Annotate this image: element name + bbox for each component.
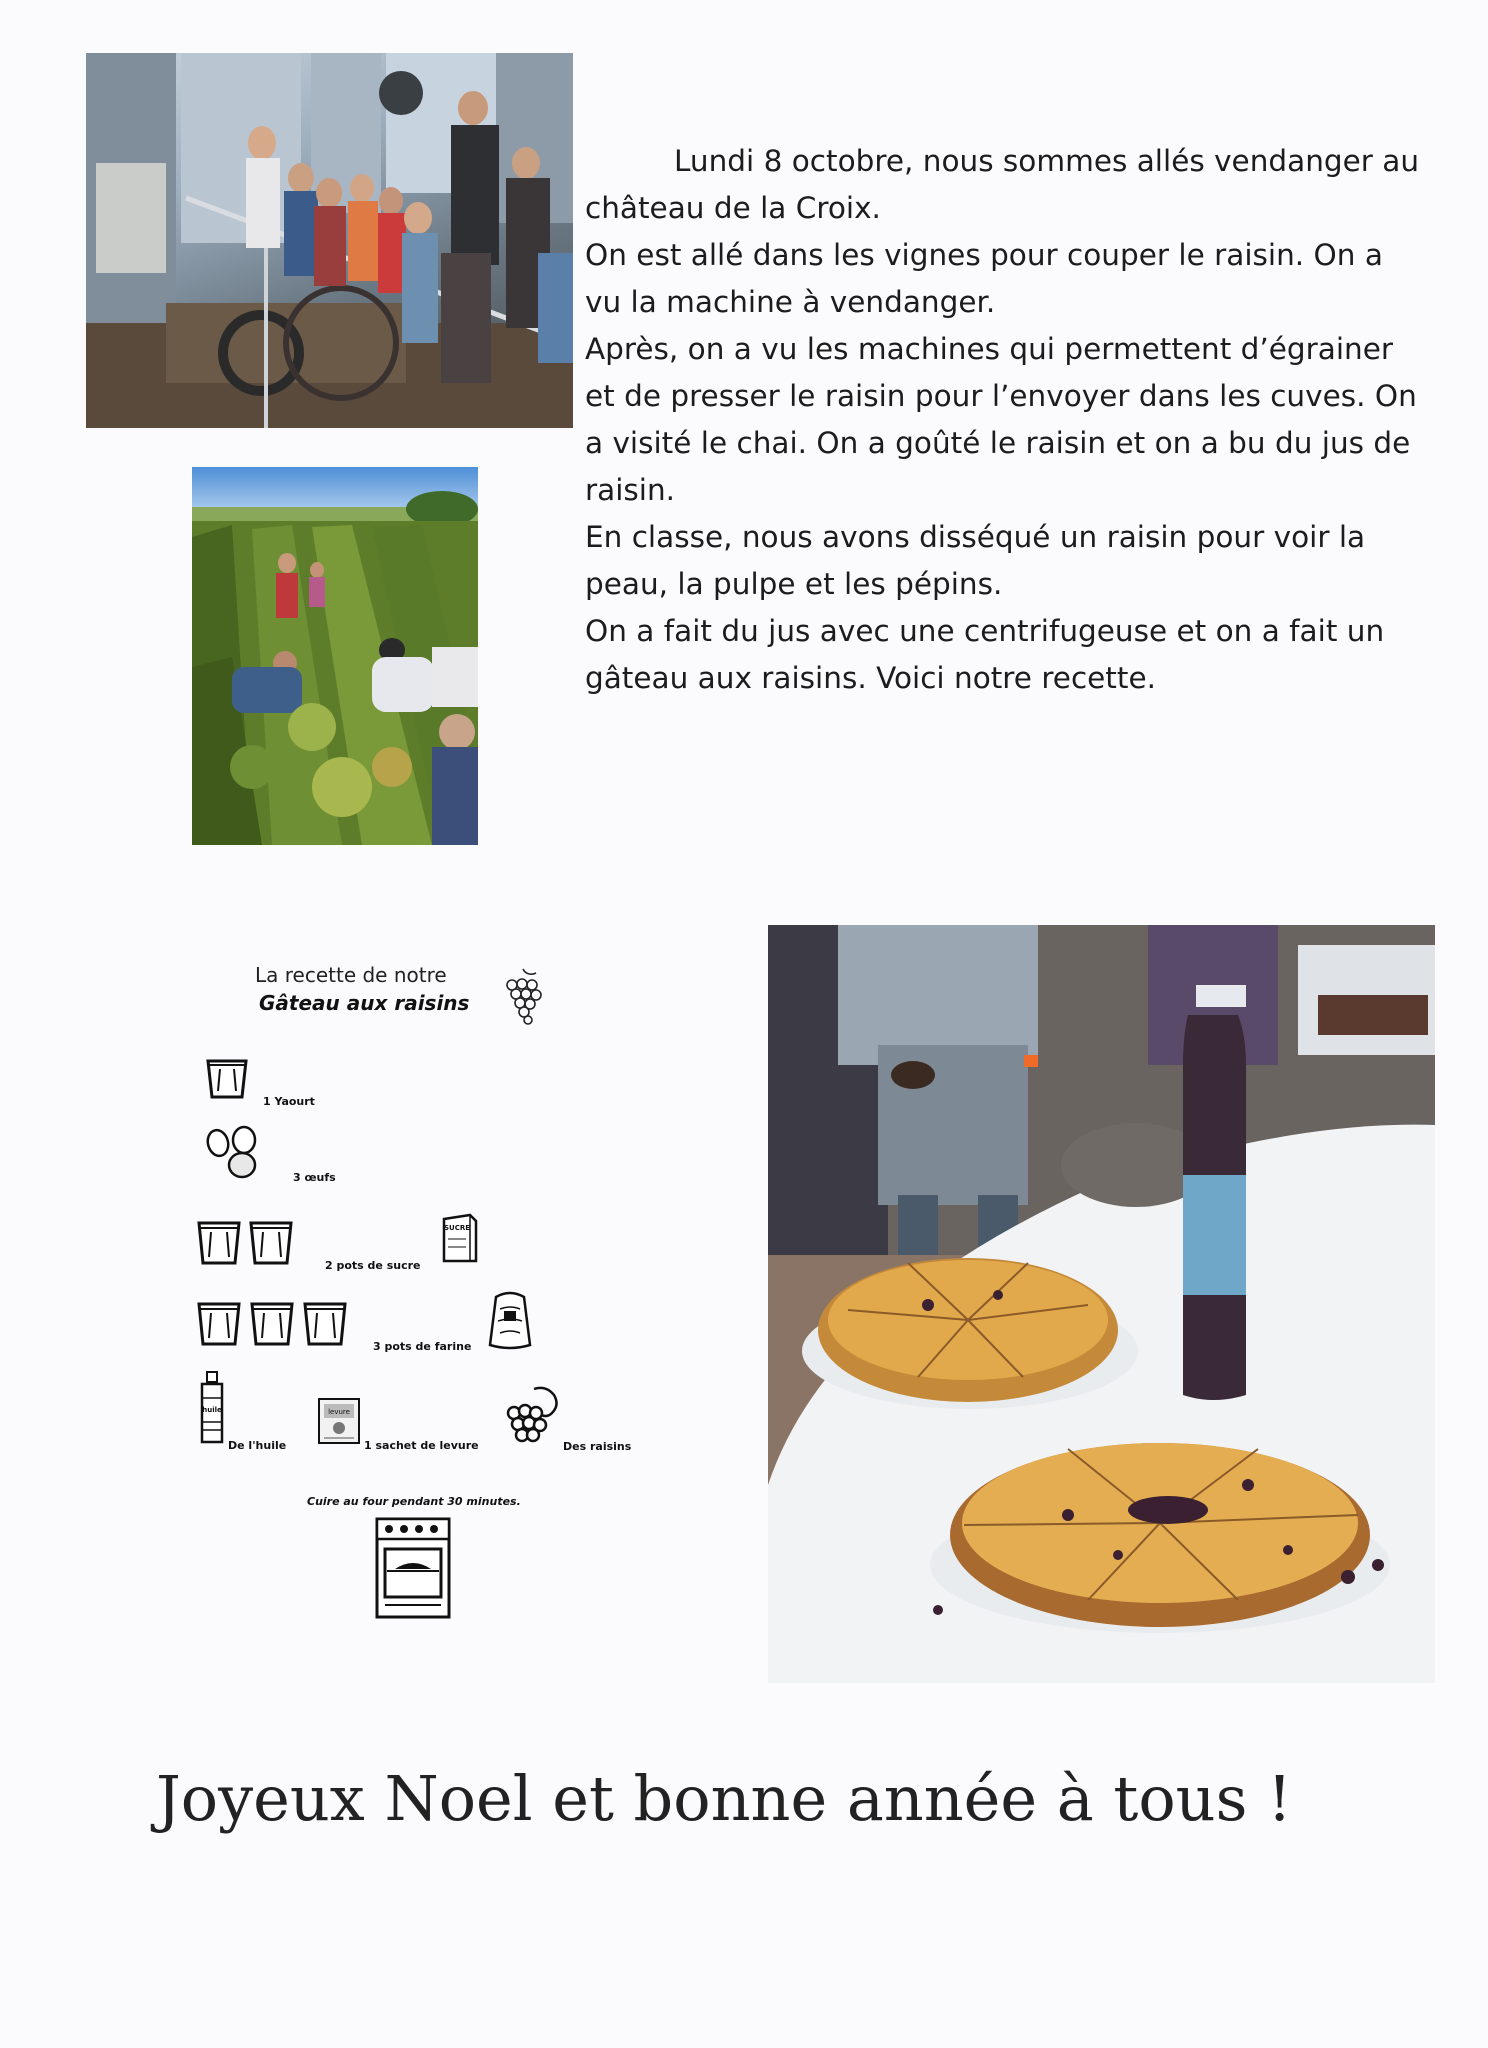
story-line: Lundi 8 octobre, nous sommes allés vendanger au — [674, 144, 1420, 178]
story-text — [585, 138, 1465, 702]
story-line: raisin. — [585, 473, 676, 507]
ingredient-label: Des raisins — [563, 1440, 632, 1453]
yogurt-pot-icon — [204, 1055, 250, 1101]
yogurt-pots-x2-icon — [195, 1217, 295, 1269]
oil-bottle-icon — [196, 1370, 228, 1446]
story-line: En classe, nous avons disséqué un raisin pour voir la — [585, 520, 1366, 554]
yogurt-pots-x3-icon — [195, 1298, 350, 1350]
story-line: et de presser le raisin pour l’envoyer dans les cuves. On — [585, 379, 1417, 413]
story-line: château de la Croix. — [585, 191, 881, 225]
cooking-instruction: Cuire au four pendant 30 minutes. — [307, 1495, 521, 1508]
yeast-sachet-label: levure — [328, 1408, 350, 1416]
holiday-greeting: Joyeux Noel et bonne année à tous ! — [155, 1762, 1293, 1835]
eggs-icon — [204, 1125, 266, 1181]
sugar-box-label: SUCRE — [443, 1224, 471, 1232]
recipe-title: La recette de notre — [255, 963, 447, 987]
story-line: peau, la pulpe et les pépins. — [585, 567, 1003, 601]
grape-bunch-icon — [506, 1383, 564, 1447]
story-line: On est allé dans les vignes pour couper le raisin. On a — [585, 238, 1383, 272]
ingredient-label: 3 pots de farine — [373, 1340, 472, 1353]
story-line: a visité le chai. On a goûté le raisin et on a bu du jus de — [585, 426, 1411, 460]
ingredient-label: 1 Yaourt — [263, 1095, 315, 1108]
grape-cake-photo — [768, 925, 1435, 1683]
story-line: On a fait du jus avec une centrifugeuse et on a fait un — [585, 614, 1385, 648]
flour-bag-icon — [486, 1289, 534, 1351]
vineyard-photo-illustration — [192, 467, 478, 845]
cake-photo-illustration — [768, 925, 1435, 1683]
ingredient-label: 2 pots de sucre — [325, 1259, 421, 1272]
sugar-box-icon — [440, 1211, 480, 1265]
recipe-subtitle: Gâteau aux raisins — [259, 991, 470, 1015]
winery-group-photo — [86, 53, 573, 428]
grapes-icon — [498, 967, 548, 1025]
ingredient-label: De l'huile — [228, 1439, 287, 1452]
ingredient-label: 3 œufs — [293, 1171, 336, 1184]
winery-photo-illustration — [86, 53, 573, 428]
story-line: vu la machine à vendanger. — [585, 285, 996, 319]
vineyard-harvest-photo — [192, 467, 478, 845]
oil-bottle-label: huile — [202, 1406, 222, 1414]
yeast-sachet-icon — [316, 1396, 362, 1446]
story-line: Après, on a vu les machines qui permettent d’égrainer — [585, 332, 1394, 366]
ingredient-label: 1 sachet de levure — [364, 1439, 479, 1452]
recipe-card — [190, 955, 660, 1635]
oven-icon — [373, 1515, 453, 1621]
story-line: gâteau aux raisins. Voici notre recette. — [585, 661, 1156, 695]
